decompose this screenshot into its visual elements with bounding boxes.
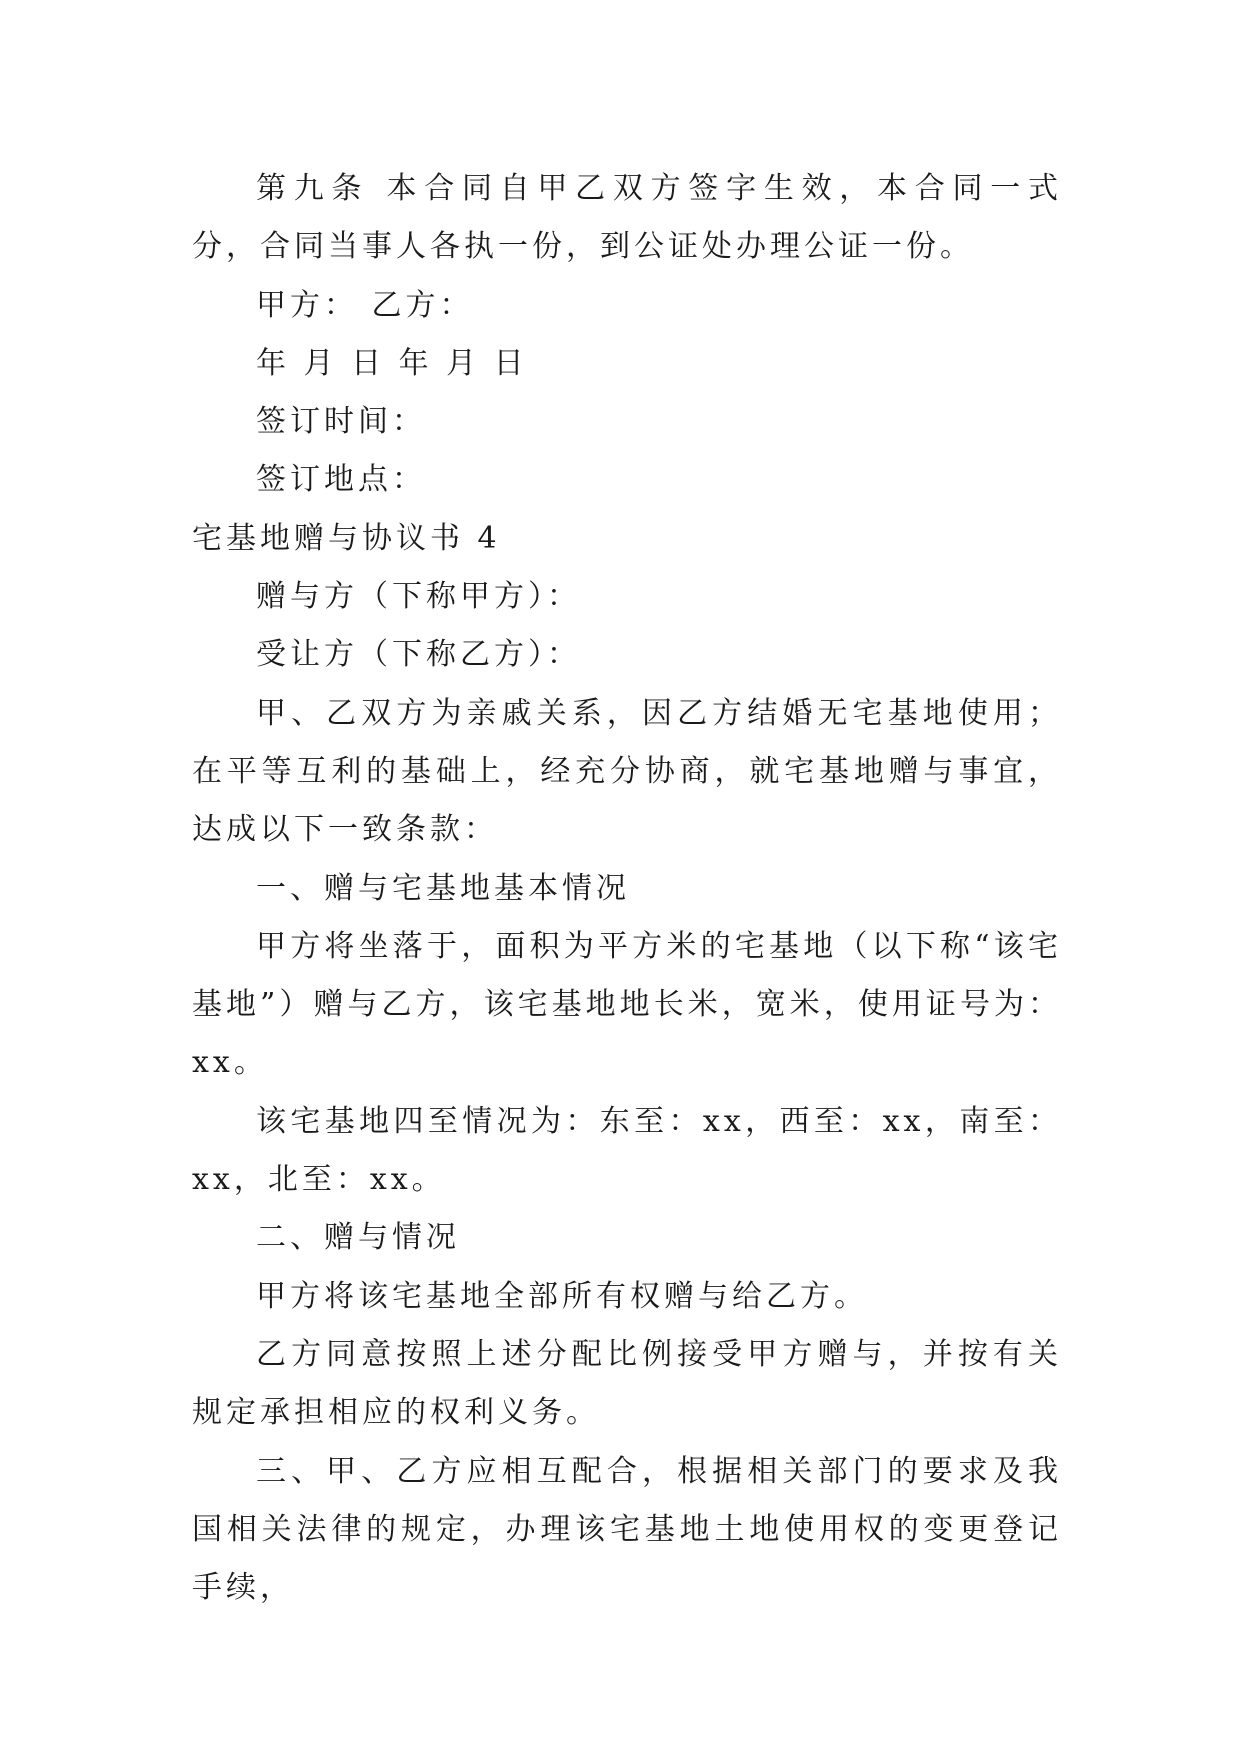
signing-place-line: 签订地点： bbox=[256, 462, 426, 498]
section-three-paragraph: 三、甲、乙方应相互配合，根据相关部门的要求及我国相关法律的规定，办理该宅基地土地使用权的变更登记手续， bbox=[192, 1453, 1062, 1606]
section-one-heading: 一、赠与宅基地基本情况 bbox=[256, 870, 630, 906]
date-line: 年 月 日 年 月 日 bbox=[256, 345, 528, 381]
acceptance-paragraph: 乙方同意按照上述分配比例接受甲方赠与，并按有关规定承担相应的权利义务。 bbox=[192, 1336, 1062, 1431]
preamble-paragraph: 甲、乙双方为亲戚关系，因乙方结婚无宅基地使用；在平等互利的基础上，经充分协商，就宅基地赠与事宜，达成以下一致条款： bbox=[192, 695, 1062, 848]
land-description-paragraph: 甲方将坐落于，面积为平方米的宅基地（以下称“该宅基地”）赠与乙方，该宅基地地长米，宽米，使用证号为：xx。 bbox=[192, 928, 1062, 1081]
recipient-party-line: 受让方（下称乙方）： bbox=[256, 637, 581, 673]
document-body bbox=[192, 160, 1062, 1617]
party-signature-line: 甲方： 乙方： bbox=[256, 287, 474, 323]
donor-party-line: 赠与方（下称甲方）： bbox=[256, 579, 581, 615]
boundaries-paragraph: 该宅基地四至情况为：东至：xx，西至：xx，南至：xx，北至：xx。 bbox=[192, 1103, 1062, 1198]
signing-time-line: 签订时间： bbox=[256, 404, 426, 440]
section-two-heading: 二、赠与情况 bbox=[256, 1220, 460, 1256]
clause-nine-paragraph: 第九条 本合同自甲乙双方签字生效，本合同一式 分，合同当事人各执一份，到公证处办理公证一份。 bbox=[192, 171, 1062, 265]
gift-transfer-paragraph: 甲方将该宅基地全部所有权赠与给乙方。 bbox=[256, 1278, 868, 1314]
agreement-title: 宅基地赠与协议书 4 bbox=[192, 520, 501, 556]
